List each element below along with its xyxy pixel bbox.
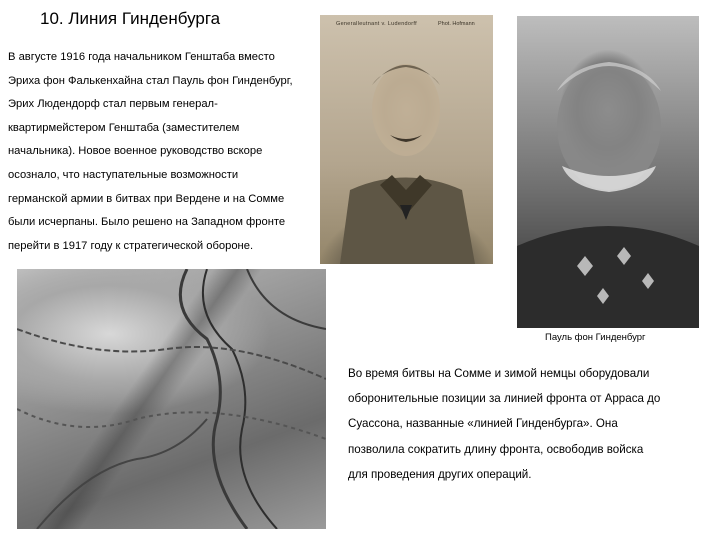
aerial-trench-drawing [17,269,326,529]
intro-line: В августе 1916 года начальником Генштаба вместо [8,51,275,63]
intro-line: перейти в 1917 году к стратегической обороне. [8,239,254,252]
aerial-trench-photo [17,269,326,529]
ludendorff-photo-credit: Phot. Hofmann [438,21,475,27]
description-paragraph [348,361,703,487]
intro-paragraph [8,46,316,258]
ludendorff-portrait-drawing [320,15,493,264]
ludendorff-photo [320,15,493,264]
intro-line: германской армии в битвах при Вердене и на Сомме [8,192,285,205]
hindenburg-caption: Пауль фон Гинденбург [545,332,646,343]
description-line: для проведения других операций. [348,467,532,481]
description-line: Суассона, названные «линией Гинденбурга». Она [348,417,618,431]
intro-line: квартирмейстером Генштаба (заместителем [8,121,240,134]
description-line: позволила сократить длину фронта, освободив войска [348,442,644,456]
ludendorff-photo-caption: Generalleutnant v. Ludendorff [336,21,417,27]
hindenburg-portrait-drawing [517,16,699,328]
slide-title: 10. Линия Гинденбурга [40,9,221,28]
intro-line: Эриха фон Фалькенхайна стал Пауль фон Гинденбург, [8,74,293,87]
intro-line: были исчерпаны. Было решено на Западном фронте [8,216,286,229]
description-line: оборонительные позиции за линией фронта от Арраса до [348,392,661,406]
hindenburg-photo [517,16,699,328]
description-line: Во время битвы на Сомме и зимой немцы оборудовали [348,367,650,380]
intro-line: Эрих Людендорф стал первым генерал- [8,98,218,111]
intro-line: осознало, что наступательные возможности [8,168,239,181]
intro-line: начальника). Новое военное руководство вскоре [8,145,263,158]
